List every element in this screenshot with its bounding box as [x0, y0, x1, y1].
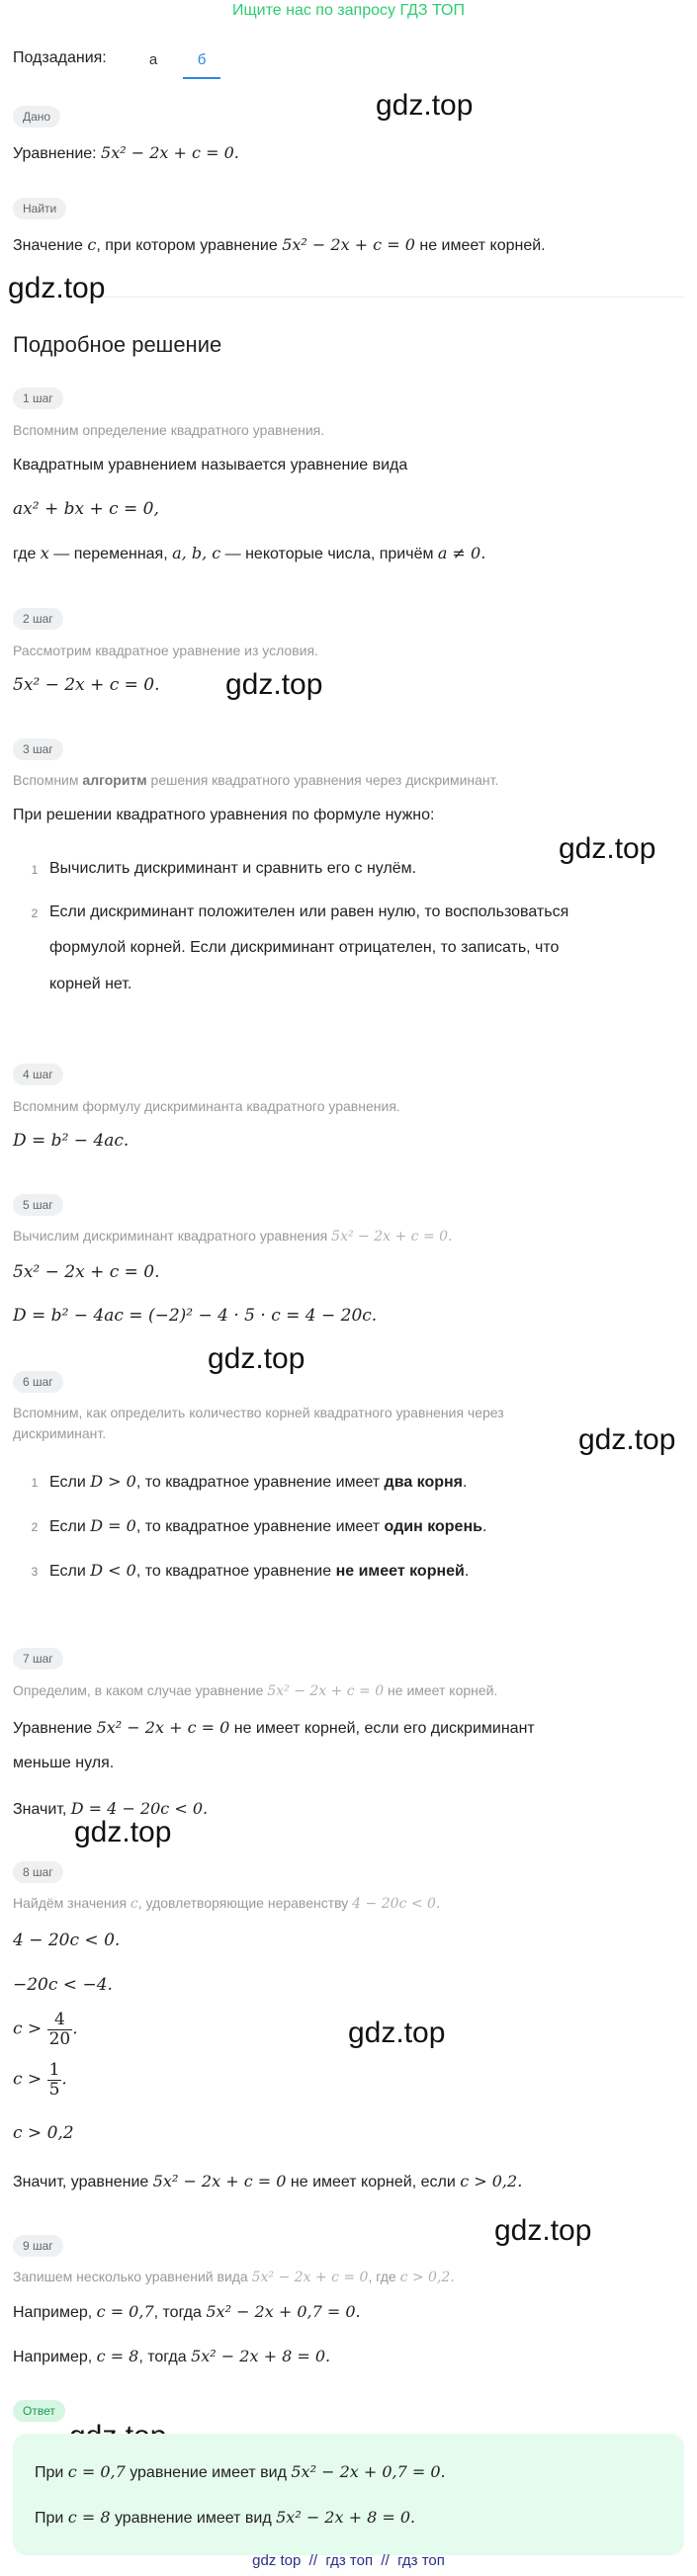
step3-item2-l2: формулой корней. Если дискриминант отрицателен, то записать, что — [49, 939, 560, 956]
step9-example2 — [13, 2347, 330, 2366]
step6-item2-a: Если — [49, 1518, 91, 1535]
watermark-7: gdz.top — [74, 1816, 172, 1848]
step1-numbers: — некоторые числа, причём — [220, 546, 438, 562]
step8-f4-frac — [47, 2061, 62, 2099]
step5-formula2: D = b² − 4ac = (−2)² − 4 · 5 · c = 4 − 20c. — [13, 1306, 378, 1326]
step8-f4-num: 1 — [48, 2060, 60, 2080]
step6-item1-bold: два корня — [384, 1474, 464, 1491]
step9-hint-b: , где — [368, 2269, 400, 2284]
step7-hint-a: Определим, в каком случае уравнение — [13, 1682, 268, 1698]
footer-links[interactable]: gdz top // гдз топ // гдз топ — [252, 2552, 445, 2569]
step7-line3-eq: D = 4 − 20c < 0. — [70, 1799, 209, 1818]
step9-chip: 9 шаг — [13, 2235, 63, 2257]
step6-chip: 6 шаг — [13, 1371, 63, 1393]
step9-hint — [13, 2269, 455, 2285]
watermark-6: gdz.top — [578, 1423, 676, 1456]
given-chip: Дано — [13, 106, 60, 128]
step3-item2-l1: Если дискриминант положителен или равен нулю, то воспользоваться — [49, 903, 569, 920]
step8-hint — [13, 1895, 440, 1912]
watermark-2: gdz.top — [8, 272, 106, 304]
answer-l2-eq: 5x² − 2x + 8 = 0. — [276, 2508, 416, 2527]
step8-f5: c > 0,2 — [13, 2123, 74, 2143]
watermark-3: gdz.top — [225, 668, 323, 701]
step6-item3-c: . — [464, 1563, 470, 1580]
given-equation: 5x² − 2x + c = 0. — [101, 143, 239, 162]
step7-line1-eq: 5x² − 2x + c = 0 — [96, 1718, 230, 1737]
step7-line3-a: Значит, — [13, 1801, 71, 1818]
step5-chip: 5 шаг — [13, 1194, 63, 1216]
step8-f4-den: 5 — [48, 2079, 60, 2100]
step8-chip: 8 шаг — [13, 1861, 63, 1883]
answer-l1-b: уравнение имеет вид — [125, 2464, 292, 2481]
step6-item3-a: Если — [49, 1563, 91, 1580]
step8-f4 — [13, 2061, 67, 2099]
step1-where: где — [13, 546, 41, 562]
step6-item3-num: 3 — [31, 1565, 39, 1579]
step5-hint-eq: 5x² − 2x + c = 0. — [331, 1229, 453, 1245]
step1-formula: ax² + bx + c = 0, — [13, 499, 159, 519]
step4-chip: 4 шаг — [13, 1064, 63, 1085]
step3-chip: 3 шаг — [13, 738, 63, 760]
step3-item1: Вычислить дискриминант и сравнить его с нулём. — [49, 860, 417, 877]
step6-item1-b: , то квадратное уравнение имеет — [135, 1474, 385, 1491]
step3-hint-a: Вспомним — [13, 772, 83, 788]
find-var: c — [87, 235, 97, 254]
tab-b[interactable]: б — [183, 47, 220, 79]
subtasks-label: Подзадания: — [13, 49, 107, 66]
solution-title: Подробное решение — [13, 332, 222, 357]
step8-f3-num: 4 — [47, 2011, 73, 2030]
step5-hint-text: Вычислим дискриминант квадратного уравнения — [13, 1228, 332, 1244]
step6-item3-m: D < 0 — [90, 1561, 136, 1580]
step8-f1: 4 − 20c < 0. — [13, 1931, 121, 1950]
step8-concl-eq: 5x² − 2x + c = 0 — [152, 2172, 287, 2190]
find-text-1: Значение — [13, 237, 88, 254]
step1-chip: 1 шаг — [13, 387, 63, 409]
step6-item1 — [49, 1472, 467, 1492]
given-text: Уравнение: — [13, 145, 102, 162]
find-equation: 5x² − 2x + c = 0 — [282, 235, 415, 254]
step9-ex2-eq: 5x² − 2x + 8 = 0. — [191, 2347, 331, 2365]
step6-hint-1: Вспомним, как определить количество корней квадратного уравнения через — [13, 1405, 504, 1420]
find-line — [13, 235, 546, 255]
step8-f4-pre: c > — [13, 2069, 47, 2090]
step9-ex1-c: c = 0,7 — [96, 2302, 154, 2321]
divider — [13, 297, 684, 298]
step3-hint-b: решения квадратного уравнения через дискриминант. — [146, 772, 499, 788]
given-line — [13, 143, 239, 163]
step1-x: x — [40, 544, 49, 562]
step8-f4-post: . — [61, 2069, 67, 2090]
step3-hint-bold: алгоритм — [82, 772, 147, 788]
step9-hint-cond: c > 0,2. — [399, 2270, 455, 2285]
step7-line2: меньше нуля. — [13, 1755, 115, 1771]
watermark-5: gdz.top — [208, 1342, 305, 1375]
answer-l2-b: уравнение имеет вид — [110, 2510, 277, 2527]
step9-ex2-a: Например, — [13, 2349, 97, 2365]
answer-chip: Ответ — [13, 2400, 65, 2422]
step6-item3-bold: не имеет корней — [335, 1563, 465, 1580]
step7-line1-b: не имеет корней, если его дискриминант — [229, 1720, 535, 1737]
step6-item2 — [49, 1516, 486, 1536]
step1-line3 — [13, 544, 485, 563]
step2-hint: Рассмотрим квадратное уравнение из условия. — [13, 643, 318, 658]
step9-example1 — [13, 2302, 361, 2322]
step9-ex1-b: , тогда — [153, 2304, 207, 2321]
watermark-8: gdz.top — [348, 2017, 446, 2049]
step4-formula: D = b² − 4ac. — [13, 1131, 130, 1151]
top-banner: Ищите нас по запросу ГДЗ ТОП — [232, 2, 465, 19]
step1-line1: Квадратным уравнением называется уравнение вида — [13, 457, 408, 473]
step8-f3 — [13, 2011, 78, 2048]
step3-hint — [13, 772, 498, 788]
step2-chip: 2 шаг — [13, 608, 63, 630]
step6-hint-2: дискриминант. — [13, 1425, 107, 1441]
step6-item2-num: 2 — [31, 1520, 39, 1534]
step6-item1-m: D > 0 — [90, 1472, 136, 1491]
step6-item2-bold: один корень — [384, 1518, 482, 1535]
step7-line1 — [13, 1718, 535, 1738]
step8-hint-var: c — [130, 1896, 138, 1912]
step8-f3-frac — [47, 2011, 73, 2048]
step8-f3-pre: c > — [13, 2018, 47, 2039]
step9-hint-a: Запишем несколько уравнений вида — [13, 2269, 252, 2284]
step7-line3 — [13, 1799, 208, 1819]
answer-line1 — [35, 2462, 446, 2482]
step7-chip: 7 шаг — [13, 1648, 63, 1670]
step5-hint — [13, 1228, 452, 1245]
step8-hint-eq: 4 − 20c < 0. — [352, 1896, 441, 1912]
watermark-9: gdz.top — [494, 2214, 592, 2247]
step6-item1-num: 1 — [31, 1476, 39, 1490]
step2-formula: 5x² − 2x + c = 0. — [13, 675, 160, 695]
step8-conclusion — [13, 2172, 522, 2191]
step6-item1-c: . — [463, 1474, 468, 1491]
step7-hint-eq: 5x² − 2x + c = 0 — [267, 1683, 385, 1699]
step3-item2-num: 2 — [31, 906, 39, 920]
step1-abc: a, b, c — [172, 544, 221, 562]
answer-l2-a: При — [35, 2510, 68, 2527]
step1-cond: a ≠ 0. — [437, 544, 486, 562]
step3-item2-l3: корней нет. — [49, 976, 132, 992]
find-chip: Найти — [13, 198, 66, 219]
step6-item3-b: , то квадратное уравнение — [135, 1563, 336, 1580]
find-text-3: не имеет корней. — [414, 237, 546, 254]
step6-item2-c: . — [481, 1518, 487, 1535]
step8-f3-den: 20 — [48, 2028, 71, 2049]
step7-hint — [13, 1682, 497, 1699]
step6-item2-b: , то квадратное уравнение имеет — [135, 1518, 385, 1535]
step1-variable: — переменная, — [48, 546, 173, 562]
tab-a[interactable]: а — [148, 51, 158, 68]
answer-box — [13, 2434, 684, 2555]
step6-item1-a: Если — [49, 1474, 91, 1491]
find-text-2: , при котором уравнение — [96, 237, 283, 254]
step9-ex1-a: Например, — [13, 2304, 97, 2321]
step8-concl-cond: c > 0,2. — [460, 2172, 523, 2190]
answer-l1-c: c = 0,7 — [67, 2462, 126, 2481]
watermark-1: gdz.top — [376, 89, 474, 122]
step6-item2-m: D = 0 — [90, 1516, 136, 1535]
step3-line1: При решении квадратного уравнения по формуле нужно: — [13, 807, 435, 823]
step7-hint-b: не имеет корней. — [384, 1682, 498, 1698]
step8-f3-post: . — [72, 2018, 78, 2039]
answer-l1-a: При — [35, 2464, 68, 2481]
step8-hint-a: Найдём значения — [13, 1895, 131, 1911]
step1-hint: Вспомним определение квадратного уравнения. — [13, 422, 325, 438]
answer-line2 — [35, 2508, 415, 2528]
step7-line1-a: Уравнение — [13, 1720, 97, 1737]
watermark-4: gdz.top — [559, 832, 656, 865]
step4-hint: Вспомним формулу дискриминанта квадратного уравнения. — [13, 1098, 400, 1114]
answer-l1-eq: 5x² − 2x + 0,7 = 0. — [291, 2462, 446, 2481]
step3-item1-num: 1 — [31, 863, 39, 877]
step5-formula1: 5x² − 2x + c = 0. — [13, 1262, 160, 1282]
step8-f2: −20c < −4. — [13, 1975, 113, 1995]
step9-ex2-c: c = 8 — [96, 2347, 139, 2365]
step9-ex2-b: , тогда — [138, 2349, 192, 2365]
answer-l2-c: c = 8 — [67, 2508, 111, 2527]
step9-hint-eq: 5x² − 2x + c = 0 — [251, 2270, 369, 2285]
step8-hint-b: , удовлетворяющие неравенству — [137, 1895, 353, 1911]
step8-concl-a: Значит, уравнение — [13, 2174, 153, 2190]
step8-concl-b: не имеет корней, если — [286, 2174, 461, 2190]
step9-ex1-eq: 5x² − 2x + 0,7 = 0. — [206, 2302, 361, 2321]
step6-item3 — [49, 1561, 469, 1581]
